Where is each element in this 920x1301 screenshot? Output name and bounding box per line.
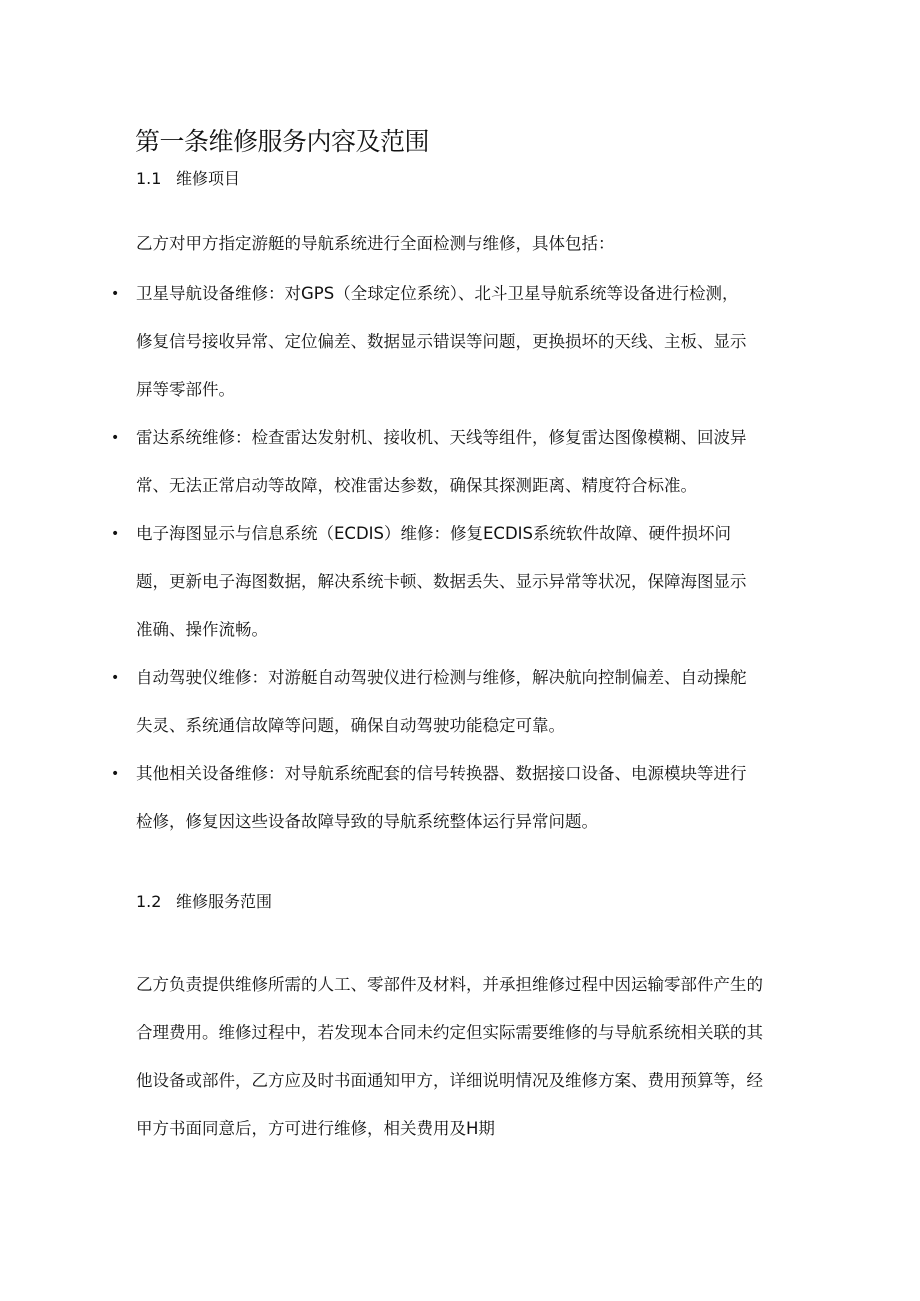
page-title: 第一条维修服务内容及范围 xyxy=(135,127,430,156)
list-item-line: 卫星导航设备维修：对GPS（全球定位系统）、北斗卫星导航系统等设备进行检测， xyxy=(136,284,739,303)
list-item xyxy=(0,414,920,510)
list-item-line: 题，更新电子海图数据，解决系统卡顿、数据丢失、显示异常等状况，保障海图显示 xyxy=(136,572,747,591)
bullet-icon: • xyxy=(111,526,120,542)
bullet-icon: • xyxy=(111,286,120,302)
bullet-icon: • xyxy=(111,430,120,446)
list-item-line: 常、无法正常启动等故障，校准雷达参数，确保其探测距离、精度符合标准。 xyxy=(136,476,697,495)
list-item-line: 自动驾驶仪维修：对游艇自动驾驶仪进行检测与维修，解决航向控制偏差、自动操舵 xyxy=(136,668,747,687)
bullet-icon: • xyxy=(111,670,120,686)
intro-paragraph xyxy=(136,220,786,268)
list-item xyxy=(0,510,920,654)
list-item-line: 修复信号接收异常、定位偏差、数据显示错误等问题，更换损坏的天线、主板、显示 xyxy=(136,332,747,351)
list-item-line: 检修，修复因这些设备故障导致的导航系统整体运行异常问题。 xyxy=(136,812,598,831)
list-item xyxy=(0,750,920,846)
section-heading-1-2 xyxy=(136,890,272,914)
paragraph-line: 他设备或部件，乙方应及时书面通知甲方，详细说明情况及维修方案、费用预算等，经 xyxy=(136,1071,763,1090)
section-heading-text: 维修项目 xyxy=(176,169,241,188)
bullet-icon: • xyxy=(111,766,120,782)
service-scope-paragraph xyxy=(136,961,786,1153)
list-item-line: 失灵、系统通信故障等问题，确保自动驾驶功能稳定可靠。 xyxy=(136,716,565,735)
list-item-line: 准确、操作流畅。 xyxy=(136,620,268,639)
repair-items-list xyxy=(0,270,920,846)
paragraph-line: 乙方对甲方指定游艇的导航系统进行全面检测与维修，具体包括： xyxy=(136,234,615,253)
section-heading-text: 维修服务范围 xyxy=(176,892,273,911)
section-number: 1.1 xyxy=(136,169,162,188)
list-item-line: 屏等零部件。 xyxy=(136,380,235,399)
list-item-line: 电子海图显示与信息系统（ECDIS）维修：修复ECDIS系统软件故障、硬件损坏问 xyxy=(136,524,731,543)
list-item-line: 雷达系统维修：检查雷达发射机、接收机、天线等组件，修复雷达图像模糊、回波异 xyxy=(136,428,747,447)
section-number: 1.2 xyxy=(136,892,162,911)
paragraph-line: 乙方负责提供维修所需的人工、零部件及材料，并承担维修过程中因运输零部件产生的 xyxy=(136,975,763,994)
list-item xyxy=(0,270,920,414)
list-item xyxy=(0,654,920,750)
section-heading-1-1 xyxy=(136,167,240,191)
paragraph-line: 合理费用。维修过程中，若发现本合同未约定但实际需要维修的与导航系统相关联的其 xyxy=(136,1023,763,1042)
list-item-line: 其他相关设备维修：对导航系统配套的信号转换器、数据接口设备、电源模块等进行 xyxy=(136,764,747,783)
paragraph-line: 甲方书面同意后，方可进行维修，相关费用及H期 xyxy=(136,1119,495,1138)
